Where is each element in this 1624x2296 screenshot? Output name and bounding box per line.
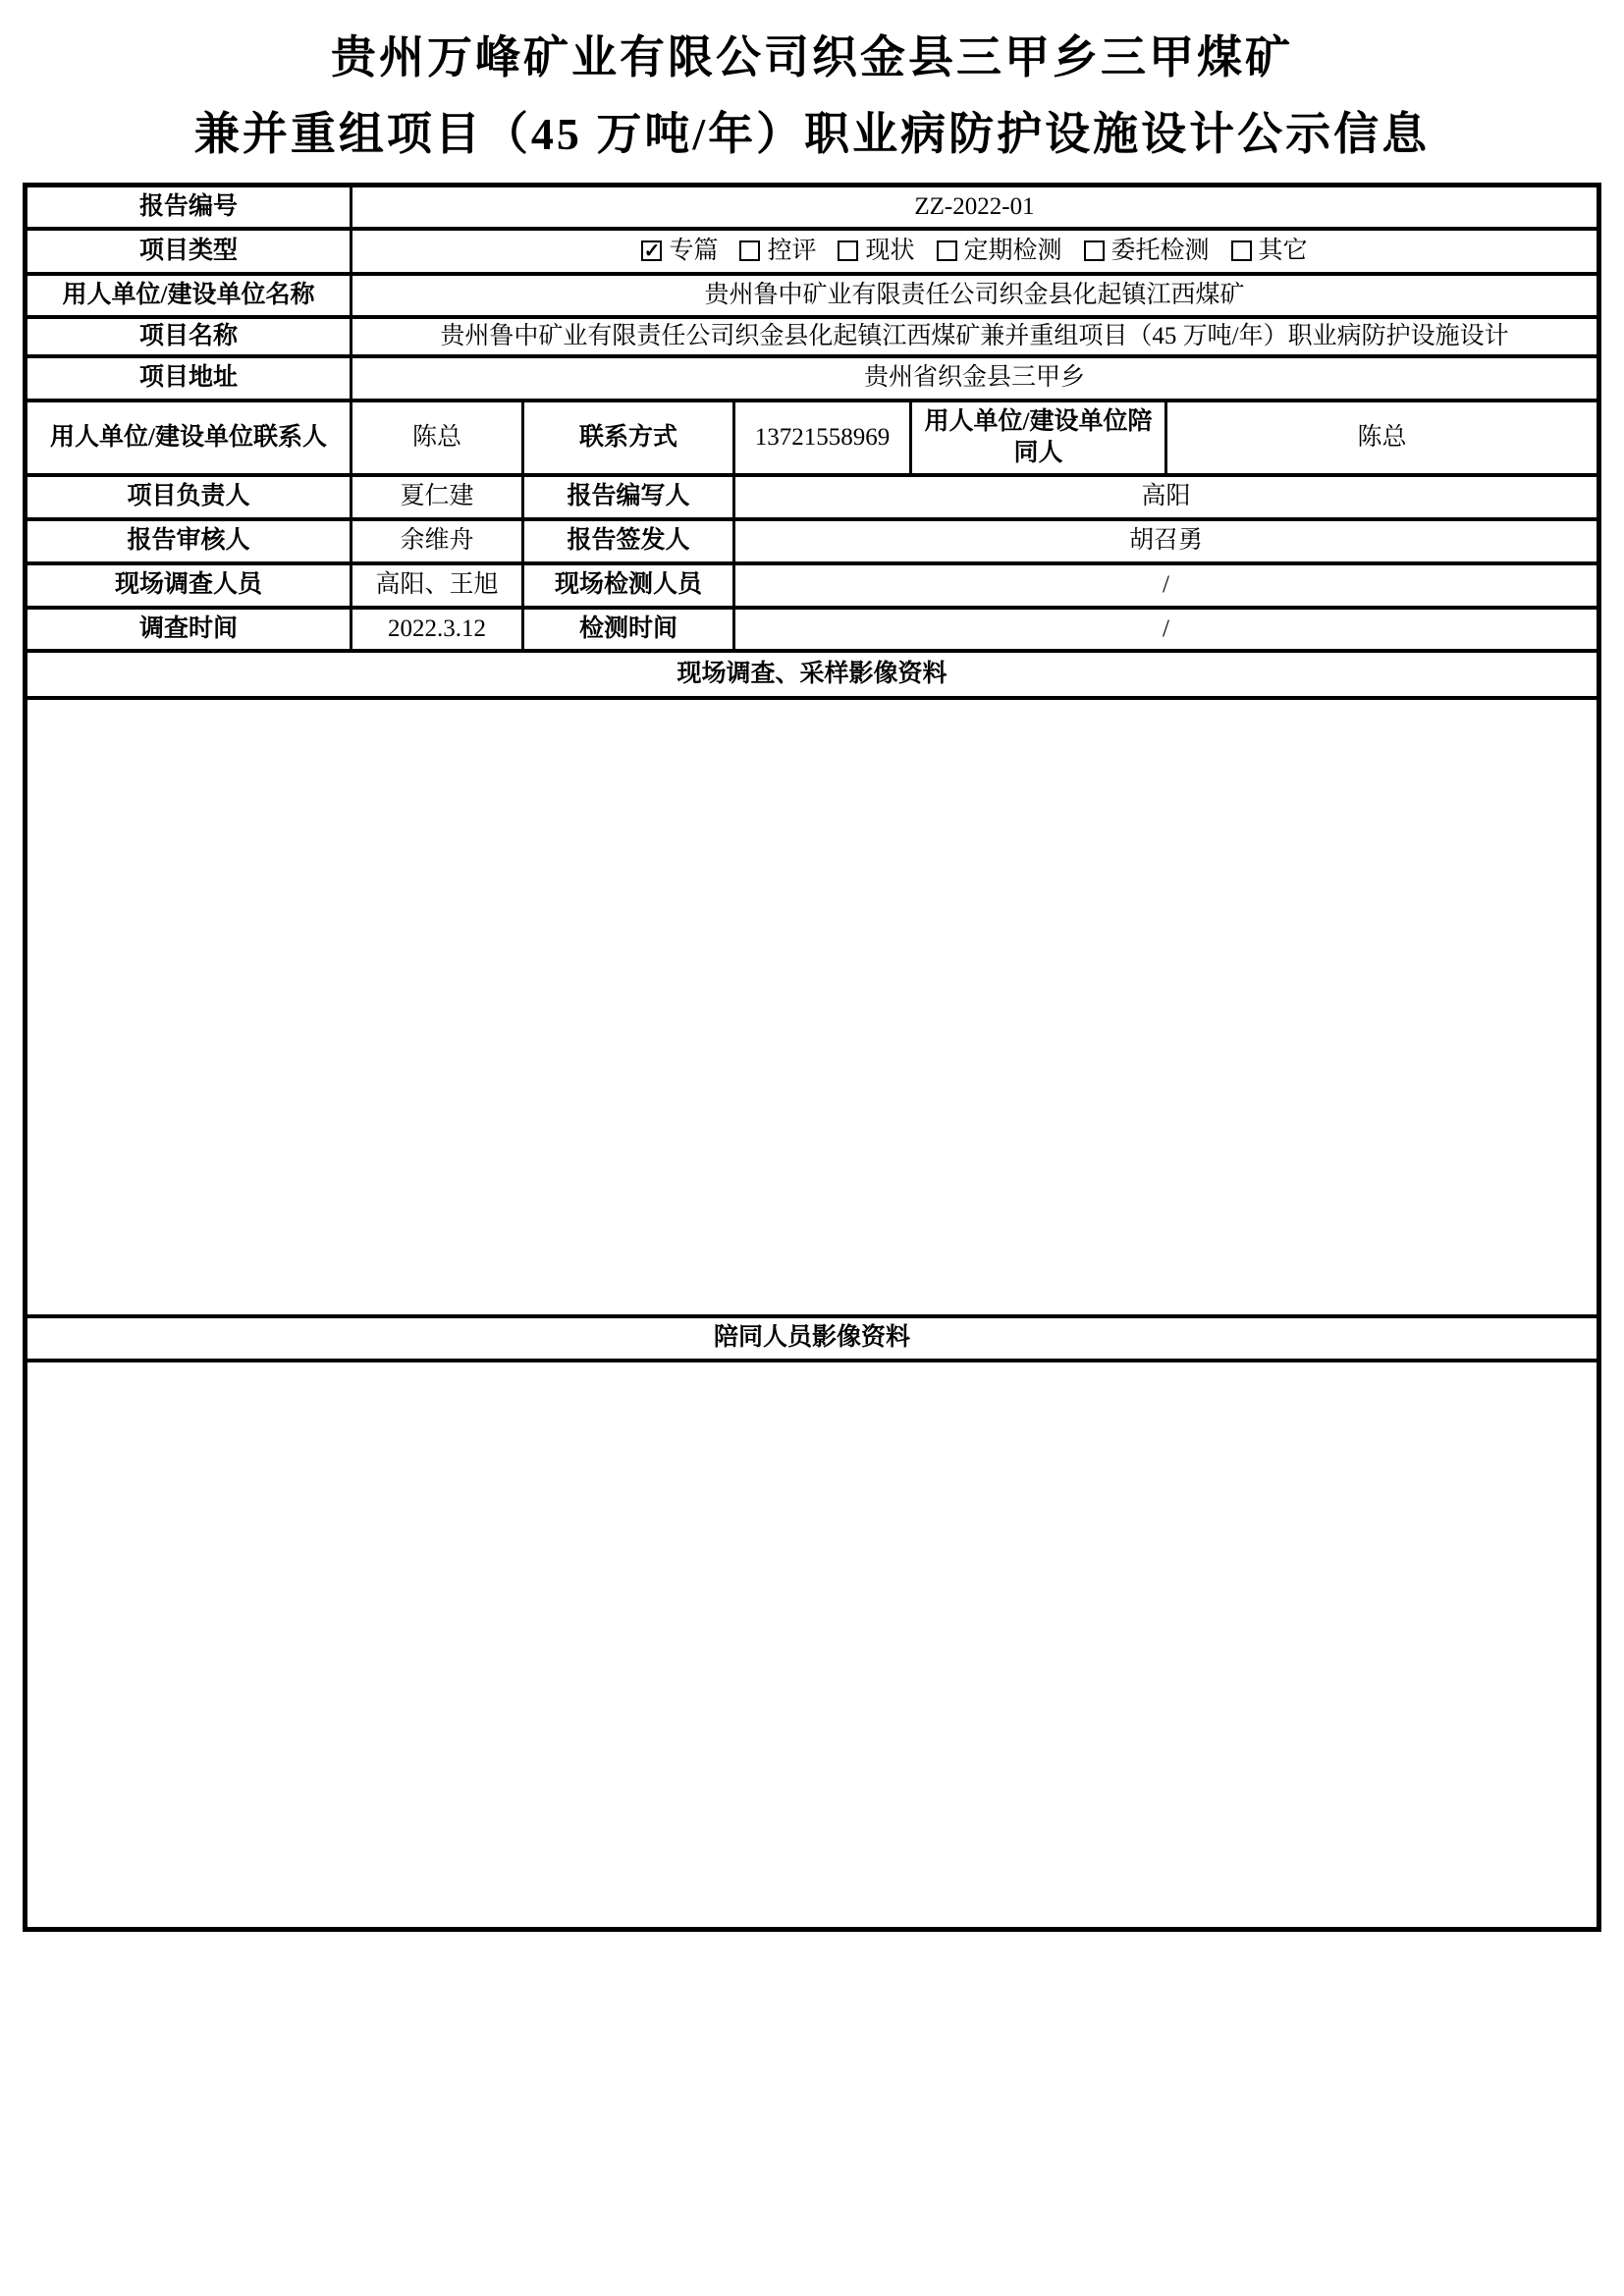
surveyors-label: 现场调查人员: [26, 563, 352, 608]
report-no-label: 报告编号: [26, 186, 352, 229]
row-section1-photos: [26, 698, 1599, 1316]
test-date-value: /: [734, 608, 1599, 651]
checkbox-row: [360, 236, 1589, 266]
title-line-1: 贵州万峰矿业有限公司织金县三甲乡三甲煤矿: [331, 32, 1293, 82]
checkbox-option-qita[interactable]: 其它: [1231, 236, 1308, 266]
checkbox-option-kongping[interactable]: 控评: [739, 236, 816, 266]
project-type-options: [352, 229, 1599, 274]
empty-checkbox-icon[interactable]: [838, 240, 858, 261]
testers-label: 现场检测人员: [523, 563, 734, 608]
escort-label: 用人单位/建设单位陪同人: [911, 400, 1166, 475]
section1-title: 现场调查、采样影像资料: [26, 651, 1599, 698]
reviewer-value: 余维舟: [352, 519, 523, 563]
row-project-name: [26, 317, 1599, 356]
survey-date-value: 2022.3.12: [352, 608, 523, 651]
row-section2-header: [26, 1316, 1599, 1361]
writer-value: 高阳: [734, 475, 1599, 519]
checkbox-option-weituojiance[interactable]: 委托检测: [1084, 236, 1210, 266]
phone-label: 联系方式: [523, 400, 734, 475]
row-contact: [26, 400, 1599, 475]
phone-value: 13721558969: [734, 400, 911, 475]
survey-date-label: 调查时间: [26, 608, 352, 651]
employer-label: 用人单位/建设单位名称: [26, 274, 352, 317]
row-report-no: [26, 186, 1599, 229]
checkbox-option-xianzhuang[interactable]: 现状: [838, 236, 914, 266]
document-title: [0, 0, 1624, 157]
escort-photos-area: [26, 1361, 1599, 1930]
row-employer: [26, 274, 1599, 317]
row-address: [26, 356, 1599, 400]
project-name-value: 贵州鲁中矿业有限责任公司织金县化起镇江西煤矿兼并重组项目（45 万吨/年）职业病防护设施设计: [352, 317, 1599, 356]
contact-value: 陈总: [352, 400, 523, 475]
checked-checkbox-icon[interactable]: ✓: [641, 240, 662, 261]
testers-value: /: [734, 563, 1599, 608]
test-date-label: 检测时间: [523, 608, 734, 651]
contact-label: 用人单位/建设单位联系人: [26, 400, 352, 475]
surveyors-value: 高阳、王旭: [352, 563, 523, 608]
row-review: [26, 519, 1599, 563]
leader-label: 项目负责人: [26, 475, 352, 519]
report-no-value: ZZ-2022-01: [352, 186, 1599, 229]
row-section1-header: [26, 651, 1599, 698]
row-dates: [26, 608, 1599, 651]
survey-photos-area: [26, 698, 1599, 1316]
issuer-label: 报告签发人: [523, 519, 734, 563]
issuer-value: 胡召勇: [734, 519, 1599, 563]
address-value: 贵州省织金县三甲乡: [352, 356, 1599, 400]
reviewer-label: 报告审核人: [26, 519, 352, 563]
empty-checkbox-icon[interactable]: [1084, 240, 1105, 261]
section2-title: 陪同人员影像资料: [26, 1316, 1599, 1361]
form-table: [23, 183, 1601, 1932]
checkbox-option-zhuanpian[interactable]: ✓ 专篇: [641, 236, 718, 266]
row-survey-staff: [26, 563, 1599, 608]
row-section2-photos: [26, 1361, 1599, 1930]
title-line-2: 兼并重组项目（45 万吨/年）职业病防护设施设计公示信息: [193, 109, 1431, 159]
employer-value: 贵州鲁中矿业有限责任公司织金县化起镇江西煤矿: [352, 274, 1599, 317]
empty-checkbox-icon[interactable]: [1231, 240, 1252, 261]
empty-checkbox-icon[interactable]: [937, 240, 957, 261]
writer-label: 报告编写人: [523, 475, 734, 519]
project-type-label: 项目类型: [26, 229, 352, 274]
row-leader: [26, 475, 1599, 519]
project-name-label: 项目名称: [26, 317, 352, 356]
row-project-type: [26, 229, 1599, 274]
escort-value: 陈总: [1166, 400, 1599, 475]
leader-value: 夏仁建: [352, 475, 523, 519]
checkbox-option-dingqijiance[interactable]: 定期检测: [937, 236, 1062, 266]
empty-checkbox-icon[interactable]: [739, 240, 760, 261]
address-label: 项目地址: [26, 356, 352, 400]
